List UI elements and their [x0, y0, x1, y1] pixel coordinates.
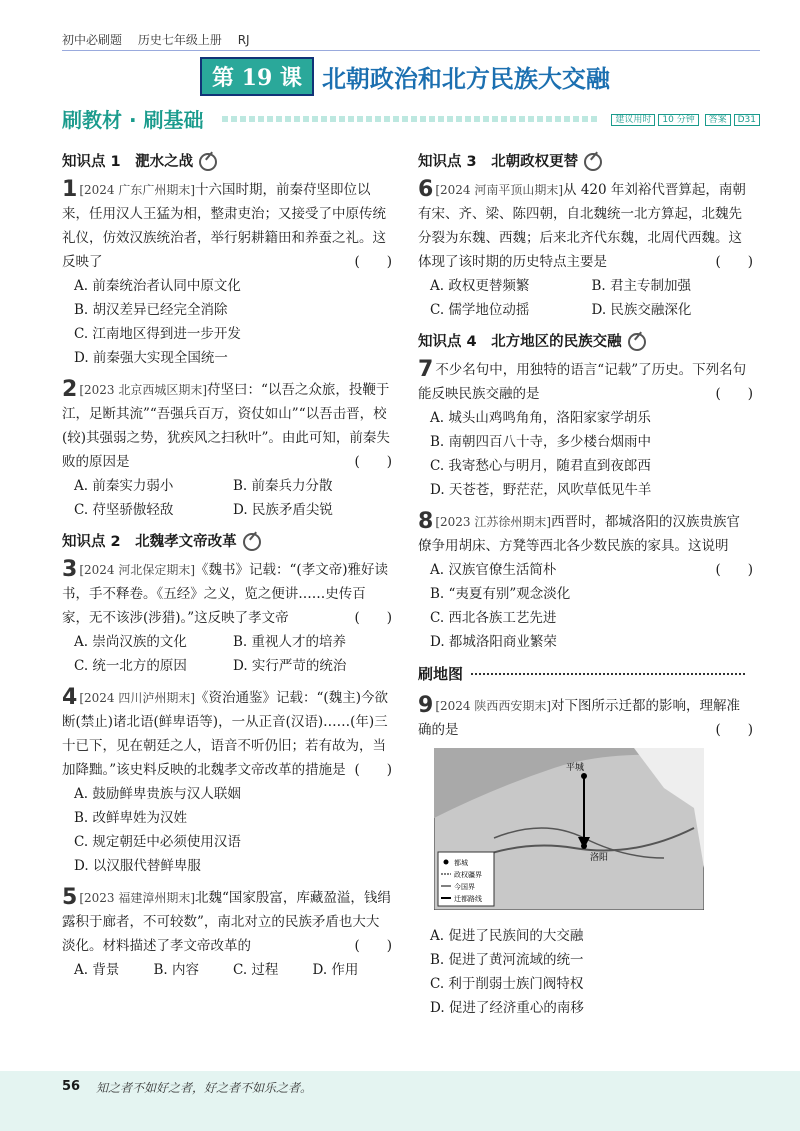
section-title: 知识点 3 北朝政权更替 [418, 154, 579, 170]
answer-page: D31 [734, 114, 760, 126]
question-1 [62, 178, 392, 370]
question-source: [2024 陕西西安期末] [435, 699, 552, 713]
question-number: 3 [62, 557, 78, 582]
option[interactable]: B. 促进了黄河流域的统一 [430, 952, 584, 968]
legend-modern-border: 今国界 [454, 883, 475, 891]
legend-border: 政权疆界 [454, 871, 482, 879]
target-icon [584, 153, 602, 171]
question-number: 2 [62, 377, 78, 402]
target-icon [199, 153, 217, 171]
legend-capital: 都城 [454, 859, 468, 867]
section-heading [62, 150, 392, 174]
question-number: 5 [62, 885, 78, 910]
question-number: 4 [62, 685, 78, 710]
answer-blank[interactable]: ( ) [354, 454, 392, 470]
option[interactable]: A. 崇尚汉族的文化 [74, 634, 187, 650]
option[interactable]: C. 江南地区得到进一步开发 [74, 326, 241, 342]
left-column [62, 148, 392, 990]
option[interactable]: B. 君主专制加强 [591, 278, 692, 294]
option-row [74, 630, 392, 654]
option[interactable]: C. 儒学地位动摇 [430, 302, 530, 318]
question-text: 《魏书》记载：“(孝文帝)雅好读书，手不释卷。《五经》之义，览之便讲……史传百家，无不该涉(涉猎)。”这反映了孝文帝 [62, 562, 388, 626]
time-label: 建议用时 [611, 114, 655, 126]
question-source: [2024 河北保定期末] [79, 563, 196, 577]
running-header [62, 31, 262, 48]
option[interactable]: D. 民族交融深化 [591, 302, 692, 318]
option[interactable]: A. 前秦实力弱小 [74, 478, 174, 494]
question-text: 从 420 年刘裕代晋算起，南朝有宋、齐、梁、陈四朝，自北魏统一北方算起，北魏先分裂为东魏、西魏；后来北齐代东魏，北周代西魏。这体现了该时期的历史特点主要是 [418, 182, 746, 270]
city-luoyang: 洛阳 [590, 853, 609, 863]
banner-bar [222, 116, 600, 122]
option[interactable]: A. 背景 [74, 962, 120, 978]
option-row [74, 654, 392, 678]
question-6 [418, 178, 753, 322]
question-text: 西晋时，都城洛阳的汉族贵族官僚争用胡床、方凳等西北各少数民族的家具。这说明 [418, 514, 741, 554]
section-heading [418, 150, 753, 174]
question-number: 6 [418, 177, 434, 202]
option[interactable]: A. 鼓励鲜卑贵族与汉人联姻 [74, 786, 241, 802]
city-pingcheng: 平城 [566, 763, 585, 773]
option-row [74, 498, 392, 522]
page-footer [0, 1071, 800, 1131]
legend-route: 迁都路线 [454, 895, 482, 903]
header-rule [62, 50, 760, 51]
option[interactable]: C. 西北各族工艺先进 [430, 610, 557, 626]
question-2 [62, 378, 392, 522]
option-row [430, 298, 753, 322]
question-text: 十六国时期，前秦苻坚即位以来，任用汉人王猛为相，整肃吏治；又接受了中原传统礼仪，仿效汉族统治者，举行躬耕籍田和养蚕之礼。这反映了 [62, 182, 386, 270]
option[interactable]: A. 前秦统治者认同中原文化 [74, 278, 241, 294]
question-text: 《资治通鉴》记载：“(魏主)今欲断(禁止)诸北语(鲜卑语等)，一从正音(汉语)……(年)三十已下，见在朝廷之人，语音不听仍旧；若有故为，当加降黜。”该史料反映的北魏孝文帝改革的措施是 [62, 690, 388, 778]
section-title: 知识点 1 淝水之战 [62, 154, 194, 170]
option[interactable]: D. 实行严苛的统治 [233, 658, 347, 674]
option[interactable]: B. 胡汉差异已经完全消除 [74, 302, 228, 318]
section-heading [62, 530, 392, 554]
time-value: 10 分钟 [658, 114, 698, 126]
lesson-number: 第 19 课 [200, 57, 314, 96]
option-row [74, 474, 392, 498]
question-number: 8 [418, 509, 434, 534]
option[interactable]: B. 前秦兵力分散 [233, 478, 333, 494]
question-text: 苻坚曰：“以吾之众旅，投鞭于江，足断其流”“吾强兵百万，资仗如山”“以吾击晋，校(较)其强弱之势，犹疾风之扫秋叶”。由此可知，前秦失败的原因是 [62, 382, 390, 470]
lesson-title [200, 58, 610, 94]
footer-motto: 知之者不如好之者，好之者不如乐之者。 [96, 1081, 313, 1095]
option[interactable]: D. 作用 [312, 962, 359, 978]
question-3 [62, 558, 392, 678]
option[interactable]: B. 南朝四百八十寺，多少楼台烟雨中 [430, 434, 652, 450]
question-8 [418, 510, 753, 654]
option[interactable]: B. 重视人才的培养 [233, 634, 347, 650]
subject-name: 历史七年级上册 [137, 33, 222, 47]
question-9 [418, 694, 753, 1020]
option[interactable]: B. 改鲜卑姓为汉姓 [74, 810, 188, 826]
answer-blank[interactable]: ( ) [354, 938, 392, 954]
option[interactable]: D. 促进了经济重心的南移 [430, 1000, 584, 1016]
question-7 [418, 358, 753, 502]
question-4 [62, 686, 392, 878]
question-source: [2023 北京西城区期末] [79, 383, 208, 397]
question-number: 7 [418, 357, 434, 382]
book-name: 初中必刷题 [62, 33, 123, 47]
section-banner [62, 104, 760, 132]
question-source: [2024 广东广州期末] [79, 183, 196, 197]
answer-blank[interactable]: ( ) [715, 722, 753, 738]
option[interactable]: A. 汉族官僚生活简朴 [430, 562, 557, 578]
answer-blank[interactable]: ( ) [354, 762, 392, 778]
option[interactable]: C. 过程 [233, 962, 279, 978]
map-section-title: 刷地图 [418, 665, 464, 683]
option[interactable]: A. 政权更替频繁 [430, 278, 530, 294]
option[interactable]: A. 城头山鸡鸣角角，洛阳家家学胡乐 [430, 410, 651, 426]
option[interactable]: A. 促进了民族间的大交融 [430, 928, 584, 944]
target-icon [628, 333, 646, 351]
option[interactable]: B. 内容 [153, 962, 200, 978]
section-title: 知识点 2 北魏孝文帝改革 [62, 534, 237, 550]
answer-blank[interactable]: ( ) [354, 610, 392, 626]
banner-label: 刷教材 · 刷基础 [62, 108, 204, 132]
option[interactable]: D. 都城洛阳商业繁荣 [430, 634, 557, 650]
page-number: 56 [62, 1079, 81, 1094]
option[interactable]: C. 利于削弱士族门阀特权 [430, 976, 584, 992]
question-5 [62, 886, 392, 982]
right-column [418, 148, 753, 1028]
option[interactable]: C. 规定朝廷中必须使用汉语 [74, 834, 241, 850]
question-source: [2024 四川泸州期末] [79, 691, 196, 705]
option-row [74, 958, 392, 982]
lesson-name: 北朝政治和北方民族大交融 [321, 64, 610, 93]
banner-meta [608, 112, 760, 125]
migration-map [434, 748, 704, 910]
question-number: 1 [62, 177, 78, 202]
question-source: [2023 福建漳州期末] [79, 891, 196, 905]
option[interactable]: C. 苻坚骄傲轻敌 [74, 502, 174, 518]
option[interactable]: C. 我寄愁心与明月，随君直到夜郎西 [430, 458, 651, 474]
question-source: [2024 河南平顶山期末] [435, 183, 564, 197]
question-text: 北魏“国家殷富，库藏盈溢，钱绢露积于廊者，不可较数”，南北对立的民族矛盾也大大淡化。材料描述了孝文帝改革的 [62, 890, 391, 954]
option[interactable]: D. 前秦强大实现全国统一 [74, 350, 228, 366]
answer-blank[interactable]: ( ) [715, 562, 753, 578]
answer-label: 答案 [705, 114, 731, 126]
option[interactable]: B. “夷夏有别”观念淡化 [430, 586, 571, 602]
question-text: 不少名句中，用独特的语言“记载”了历史。下列名句能反映民族交融的是 [418, 362, 747, 402]
answer-blank[interactable]: ( ) [715, 386, 753, 402]
answer-blank[interactable]: ( ) [354, 254, 392, 270]
map-section-heading [418, 662, 753, 686]
option[interactable]: D. 以汉服代替鲜卑服 [74, 858, 201, 874]
target-icon [243, 533, 261, 551]
question-number: 9 [418, 693, 434, 718]
question-source: [2023 江苏徐州期末] [435, 515, 552, 529]
section-title: 知识点 4 北方地区的民族交融 [418, 334, 622, 350]
option[interactable]: D. 民族矛盾尖锐 [233, 502, 333, 518]
answer-blank[interactable]: ( ) [715, 254, 753, 270]
option[interactable]: D. 天苍苍，野茫茫，风吹草低见牛羊 [430, 482, 652, 498]
dotted-rule [471, 673, 745, 675]
question-text: 对下图所示迁都的影响，理解准确的是 [418, 698, 741, 738]
option-row [430, 274, 753, 298]
section-heading [418, 330, 753, 354]
option[interactable]: C. 统一北方的原因 [74, 658, 187, 674]
edition: RJ [237, 33, 250, 47]
